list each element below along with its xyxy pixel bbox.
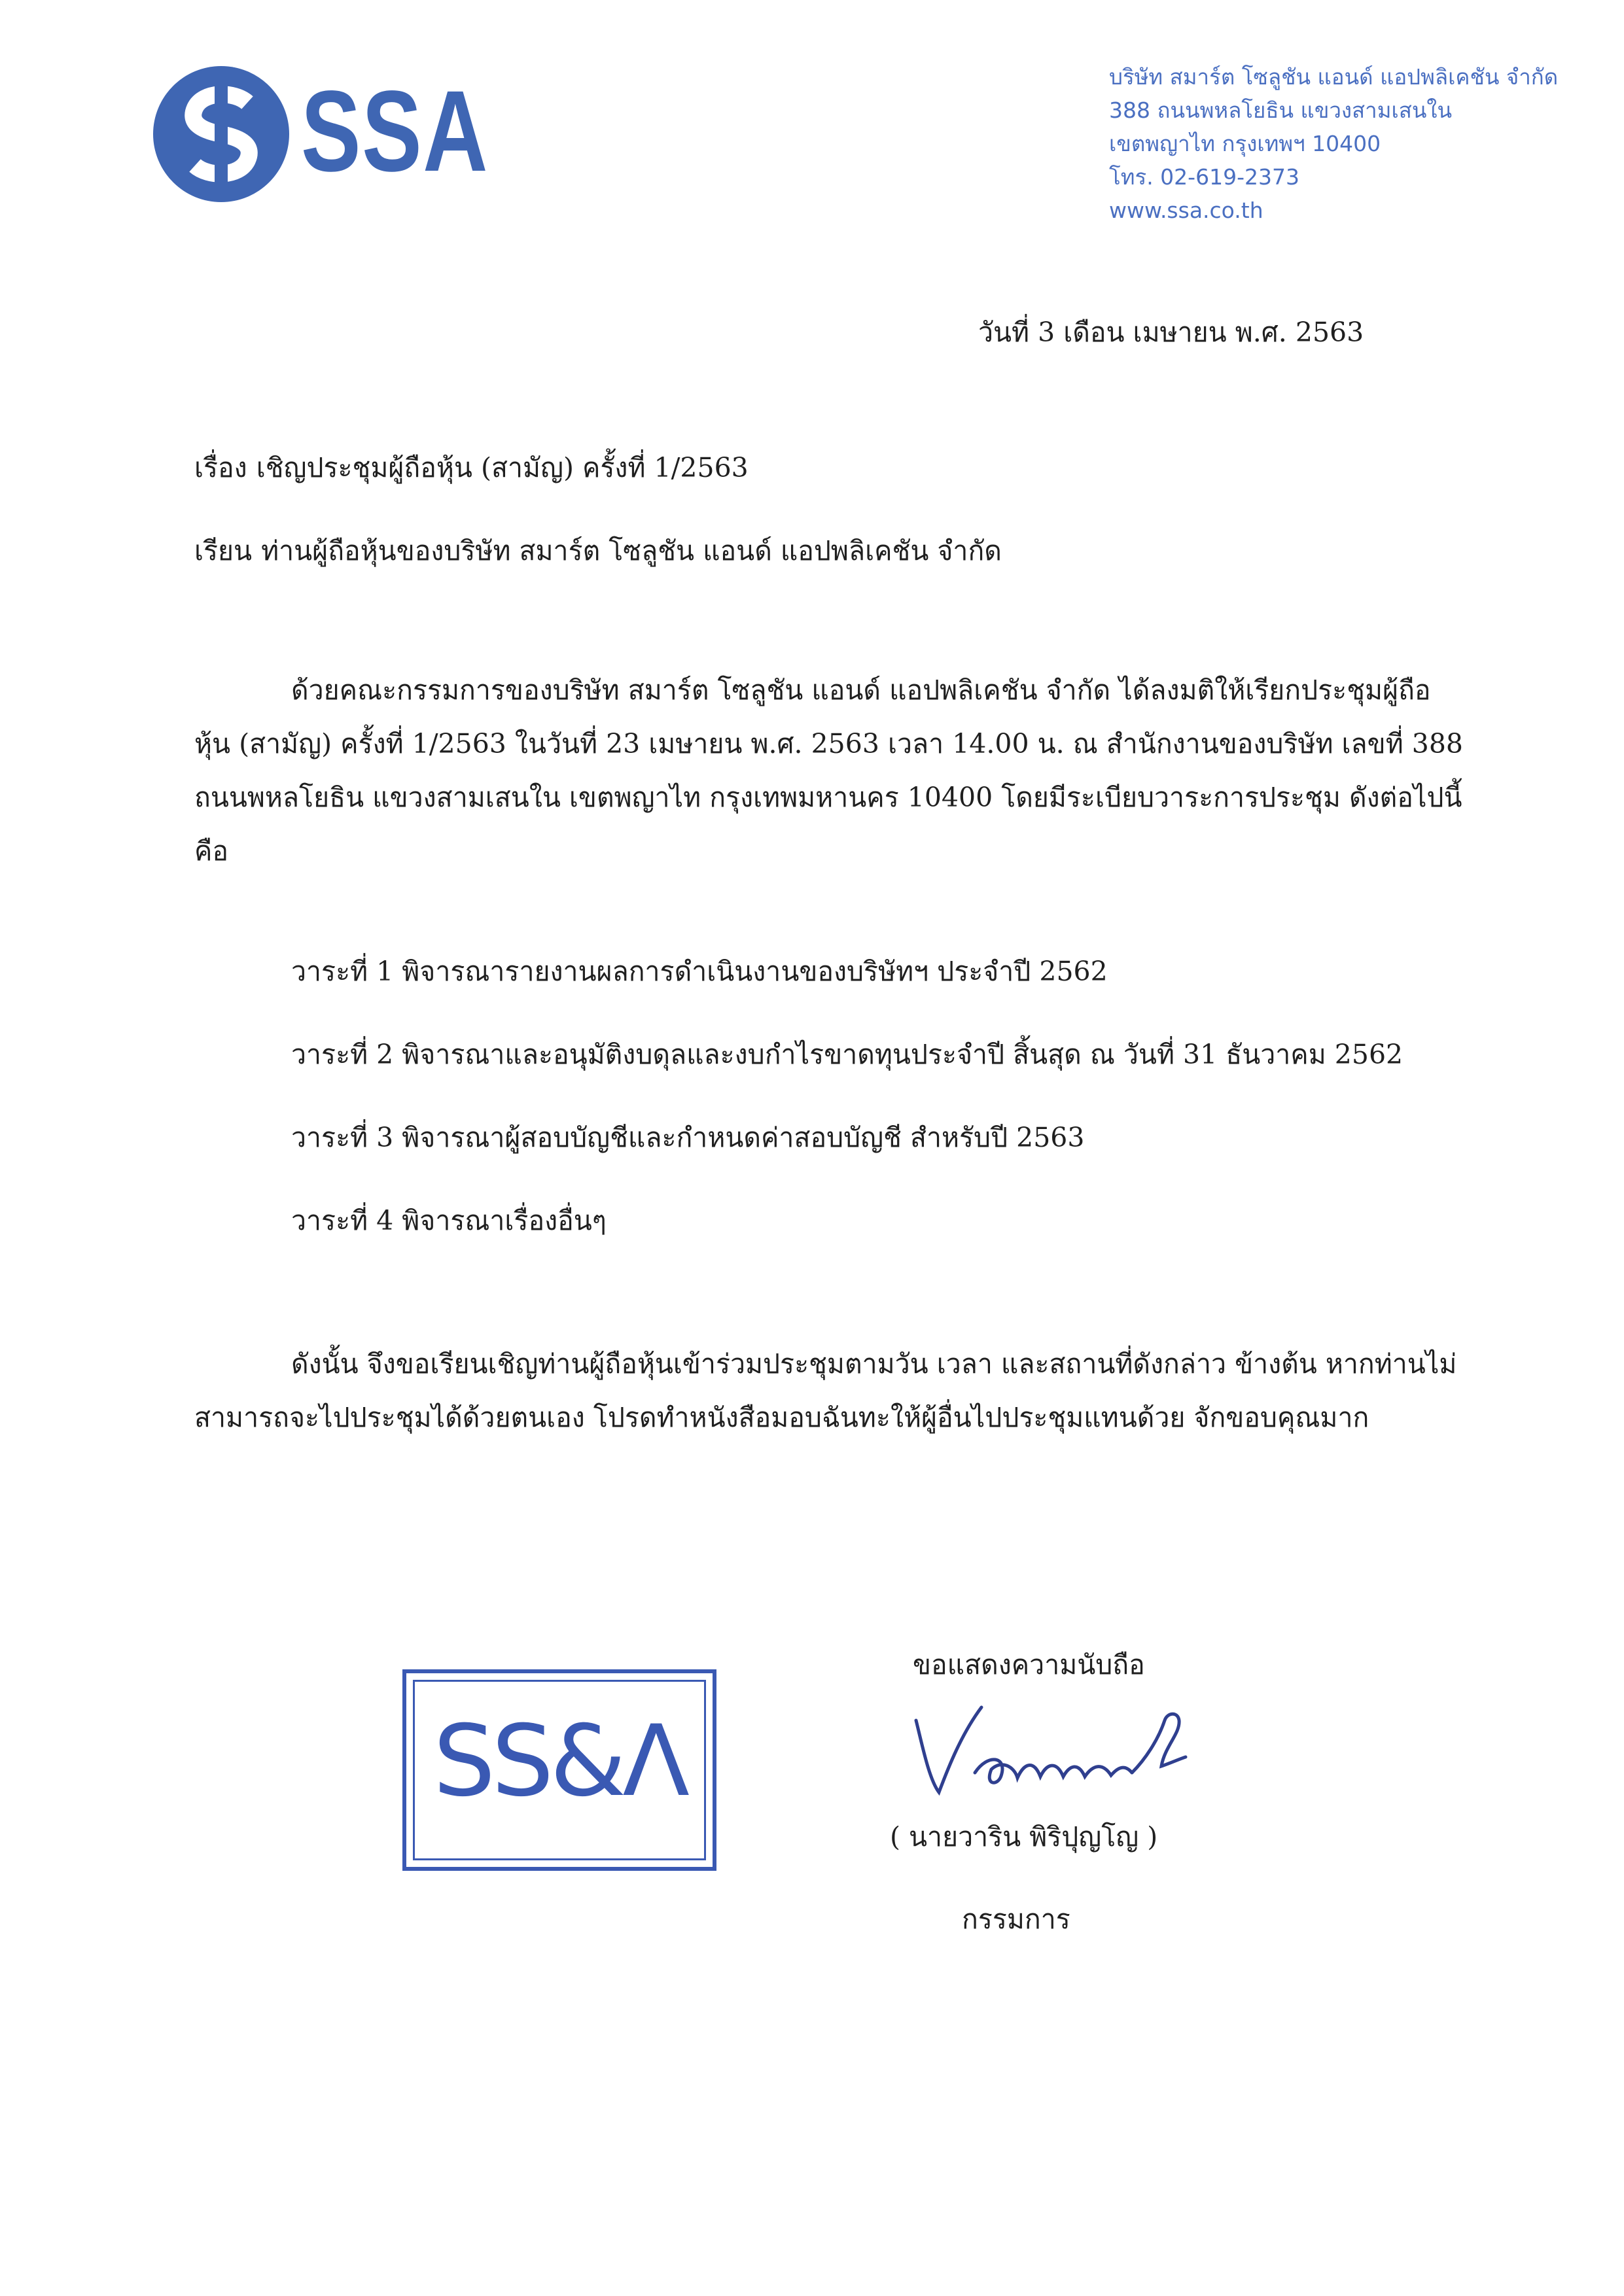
signer-name: ( นายวาริน พิริปุญโญ ): [890, 1821, 1158, 1852]
handwritten-signature-icon: [903, 1694, 1204, 1799]
company-stamp: [402, 1669, 716, 1871]
company-phone: โทร. 02-619-2373: [1109, 164, 1299, 190]
company-address-block: [1109, 60, 1606, 227]
agenda-item-2: วาระที่ 2 พิจารณาและอนุมัติงบดุลและงบกำไรขาดทุนประจำปี สิ้นสุด ณ วันที่ 31 ธันวาคม 2562: [291, 1039, 1403, 1070]
agenda-item-1: วาระที่ 1 พิจารณารายงานผลการดำเนินงานของบริษัทฯ ประจำปี 2562: [291, 956, 1108, 987]
recipient-label: เรียน: [194, 535, 253, 566]
recipient-line: [194, 531, 1002, 570]
subject-label: เรื่อง: [194, 452, 247, 483]
agenda-item-3: วาระที่ 3 พิจารณาผู้สอบบัญชีและกำหนดค่าสอบบัญชี สำหรับปี 2563: [291, 1122, 1085, 1153]
para2-line2: สามารถจะไปประชุมได้ด้วยตนเอง โปรดทำหนังสือมอบฉันทะให้ผู้อื่นไปประชุมแทนด้วย จักขอบคุณมาก: [194, 1402, 1369, 1433]
closing-text: ขอแสดงความนับถือ: [913, 1649, 1145, 1680]
logo-wordmark: SSA: [301, 67, 489, 196]
company-address-line2: เขตพญาไท กรุงเทพฯ 10400: [1109, 131, 1381, 156]
subject-line: [194, 448, 749, 487]
subject-text: เชิญประชุมผู้ถือหุ้น (สามัญ) ครั้งที่ 1/2563: [256, 452, 749, 483]
company-address-line1: 388 ถนนพหลโยธิน แขวงสามเสนใน: [1109, 97, 1453, 123]
logo-mark-icon: [149, 62, 293, 206]
para1-line4: คือ: [194, 835, 229, 867]
agenda-item-4: วาระที่ 4 พิจารณาเรื่องอื่นๆ: [291, 1205, 607, 1236]
para1-line3: ถนนพหลโยธิน แขวงสามเสนใน เขตพญาไท กรุงเทพมหานคร 10400 โดยมีระเบียบวาระการประชุม ดังต่อไปนี้: [194, 782, 1462, 813]
letter-date: วันที่ 3 เดือน เมษายน พ.ศ. 2563: [978, 317, 1364, 348]
recipient-text: ท่านผู้ถือหุ้นของบริษัท สมาร์ต โซลูชัน แอนด์ แอปพลิเคชัน จำกัด: [261, 535, 1002, 566]
para2-line1: ดังนั้น จึงขอเรียนเชิญท่านผู้ถือหุ้นเข้าร่วมประชุมตามวัน เวลา และสถานที่ดังกล่าว ข้างต้น หากท่านไม่: [291, 1348, 1457, 1380]
signer-title: กรรมการ: [962, 1904, 1070, 1935]
para1-line1: ด้วยคณะกรรมการของบริษัท สมาร์ต โซลูชัน แอนด์ แอปพลิเคชัน จำกัด ได้ลงมติให้เรียกประชุมผู้ถือ: [291, 674, 1431, 706]
stamp-text: SS&Λ: [432, 1705, 686, 1818]
para1-line2: หุ้น (สามัญ) ครั้งที่ 1/2563 ในวันที่ 23 เมษายน พ.ศ. 2563 เวลา 14.00 น. ณ สำนักงานของบริษัท เลขที่ 388: [194, 728, 1464, 759]
company-logo: [149, 62, 516, 206]
company-website[interactable]: www.ssa.co.th: [1109, 198, 1263, 223]
company-name: บริษัท สมาร์ต โซลูชัน แอนด์ แอปพลิเคชัน จำกัด: [1109, 64, 1559, 90]
